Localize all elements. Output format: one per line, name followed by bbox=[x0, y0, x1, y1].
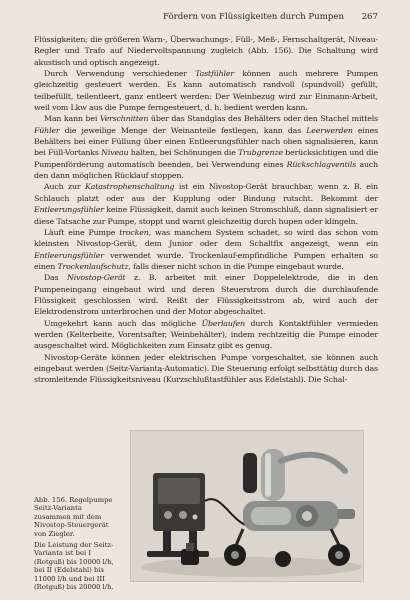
text-run: Nivostop-Geräte können jeder elektrischen Pumpe vorgeschaltet, sie können auch eingebaut werden (Seitz-Varianta-Automatic). Die Steuerung erfolgt selbsttätig durch das stromleitende Flüssigkeitsniveau (Kurzschlußtastfühler aus Edelstahl). Die Schal- bbox=[34, 352, 378, 385]
text-run: eines Behälters bei einer Füllung über einen Entleerungsfühler nach oben signalisieren, kann bei Füll-Vortanks bbox=[34, 125, 378, 158]
text-run: z. B. arbeitet mit einer Doppelelektrode, die in den Pumpeneingang eingebaut wird und deren Steuerstrom durch die durchlaufende Flüssigkeit geschlossen wird. Reißt der Flüssigkeitsstrom ab, wird auch der Elektrodenstrom unterbrochen und der Motor abgeschaltet. bbox=[34, 273, 378, 317]
body-paragraph bbox=[34, 318, 378, 352]
figure-caption: Abb. 156. Regelpumpe Seitz-Varianta zusammen mit dem Nivostop-Steuergerät von Ziegler. bbox=[34, 496, 113, 538]
text-run: verwendet wurde. Trockenlauf-empfindliche Pumpen erhalten so einen bbox=[34, 250, 378, 271]
text-run: , falls dieser nicht schon in die Pumpe eingebaut wurde. bbox=[128, 261, 344, 271]
italic-term: Tastfühler bbox=[195, 69, 234, 79]
text-run: halten, bei Schönungen die bbox=[128, 148, 239, 158]
text-run: ist ein Nivostop-Gerät brauchbar, wenn z. B. ein Schlauch platzt oder aus der Kupplung oder Bindung rutscht. Bekommt der bbox=[34, 182, 378, 203]
italic-term: trocken bbox=[119, 227, 149, 237]
floor-shadow bbox=[141, 557, 361, 577]
text-run: Flüssigkeiten; die größeren Warn-, Überwachungs-, Füll-, Meß-, Fernschaltgerät, Niveau-Regler und Trafo auf Niedervoltspannung zugleich (Abb. 156). Die Schaltung wird akustisch und optisch angezeigt. bbox=[34, 35, 378, 67]
body-paragraph bbox=[34, 113, 378, 181]
italic-term: Leerwerden bbox=[306, 125, 353, 135]
italic-term: Trockenlaufschutz bbox=[57, 261, 129, 271]
figure-note: Die Leistung der Seitz-Varianta ist bei I (Rotguß) bis 10000 l/h, bei II (Edelstahl) bis 11000 l/h und bei III (Rotguß) bis 20000 l/h. bbox=[34, 541, 114, 592]
body-paragraph bbox=[34, 227, 378, 272]
page-number: 267 bbox=[361, 12, 378, 22]
body-paragraph bbox=[34, 352, 378, 386]
italic-term: Entleerungsfühler bbox=[34, 205, 104, 215]
body-paragraph bbox=[34, 34, 378, 68]
text-run: Umgekehrt kann auch das mögliche bbox=[44, 318, 202, 328]
italic-term: Fühler bbox=[34, 125, 60, 135]
text-run: Läuft eine Pumpe bbox=[44, 227, 120, 237]
body-paragraph bbox=[34, 68, 378, 113]
figure-caption-block bbox=[34, 496, 118, 594]
pump-photo-illustration bbox=[131, 431, 363, 581]
running-title: Fördern von Flüssigkeiten durch Pumpen bbox=[162, 12, 344, 22]
italic-term: Katastrophenschaltung bbox=[85, 182, 175, 192]
text-run: durch Kontaktfühler vermieden werden (Kelterbeite, Vorentsafter, Weinbehälter), indem rechtzeitig die Pumpe einoder ausgeschaltet wird. Möglichkeiten zum Einsatz gibt es genug. bbox=[34, 318, 378, 351]
body-paragraph bbox=[34, 272, 378, 317]
italic-term: Überlaufen bbox=[201, 318, 245, 328]
body-text bbox=[34, 34, 378, 386]
text-run: keine Flüssigkeit, damit auch keinen Stromschluß, dann signalisiert er diese Tatsache zur Pumpe, stoppt und warnt gleichzeitig durch hupen oder klingeln. bbox=[34, 205, 378, 226]
italic-term: Verschnitten bbox=[99, 114, 149, 124]
text-run: berücksichtigen und die Pumpenförderung automatisch beenden, bei Verwendung eines bbox=[34, 148, 379, 169]
pump-photo bbox=[130, 430, 364, 582]
text-run: Man kann bei bbox=[44, 114, 100, 124]
italic-term: Niveau bbox=[101, 148, 129, 158]
text-run: Das bbox=[44, 273, 68, 283]
text-run: Auch zur bbox=[44, 182, 85, 192]
text-run: über das Standglas des Behälters oder den Stachel mittels bbox=[148, 114, 379, 124]
text-run: die jeweilige Menge der Weinanteile festlegen, kann das bbox=[59, 125, 307, 135]
figure-156 bbox=[34, 430, 378, 592]
body-paragraph bbox=[34, 181, 378, 226]
text-run: Durch Verwendung verschiedener bbox=[44, 69, 196, 79]
italic-term: Rückschlagventils bbox=[286, 159, 357, 169]
page-header bbox=[34, 10, 378, 24]
text-run: können auch mehrere Pumpen gleichzeitig gesteuert werden. Es kann automatisch randvoll (spundvoll) gefüllt, teilbefüllt, teilentleert, ganz entleert werden: Der Weinbezug wird zur Einmann-Arbeit, weil vom Lkw aus die Pumpe ferngesteuert, d. h. bedient werden kann. bbox=[34, 69, 379, 113]
italic-term: Entleerungsfühler bbox=[34, 250, 104, 260]
italic-term: Trubgrenze bbox=[238, 148, 283, 158]
text-run: , was manchem System schadet, so wird das schon vom kleinsten Nivostop-Gerät, dem Junior oder dem Schaltfix angezeigt, wenn ein bbox=[34, 227, 378, 249]
italic-term: Nivostop-Gerät bbox=[67, 273, 126, 283]
text-run: auch den dann möglichen Rücklauf stoppen. bbox=[34, 159, 378, 181]
